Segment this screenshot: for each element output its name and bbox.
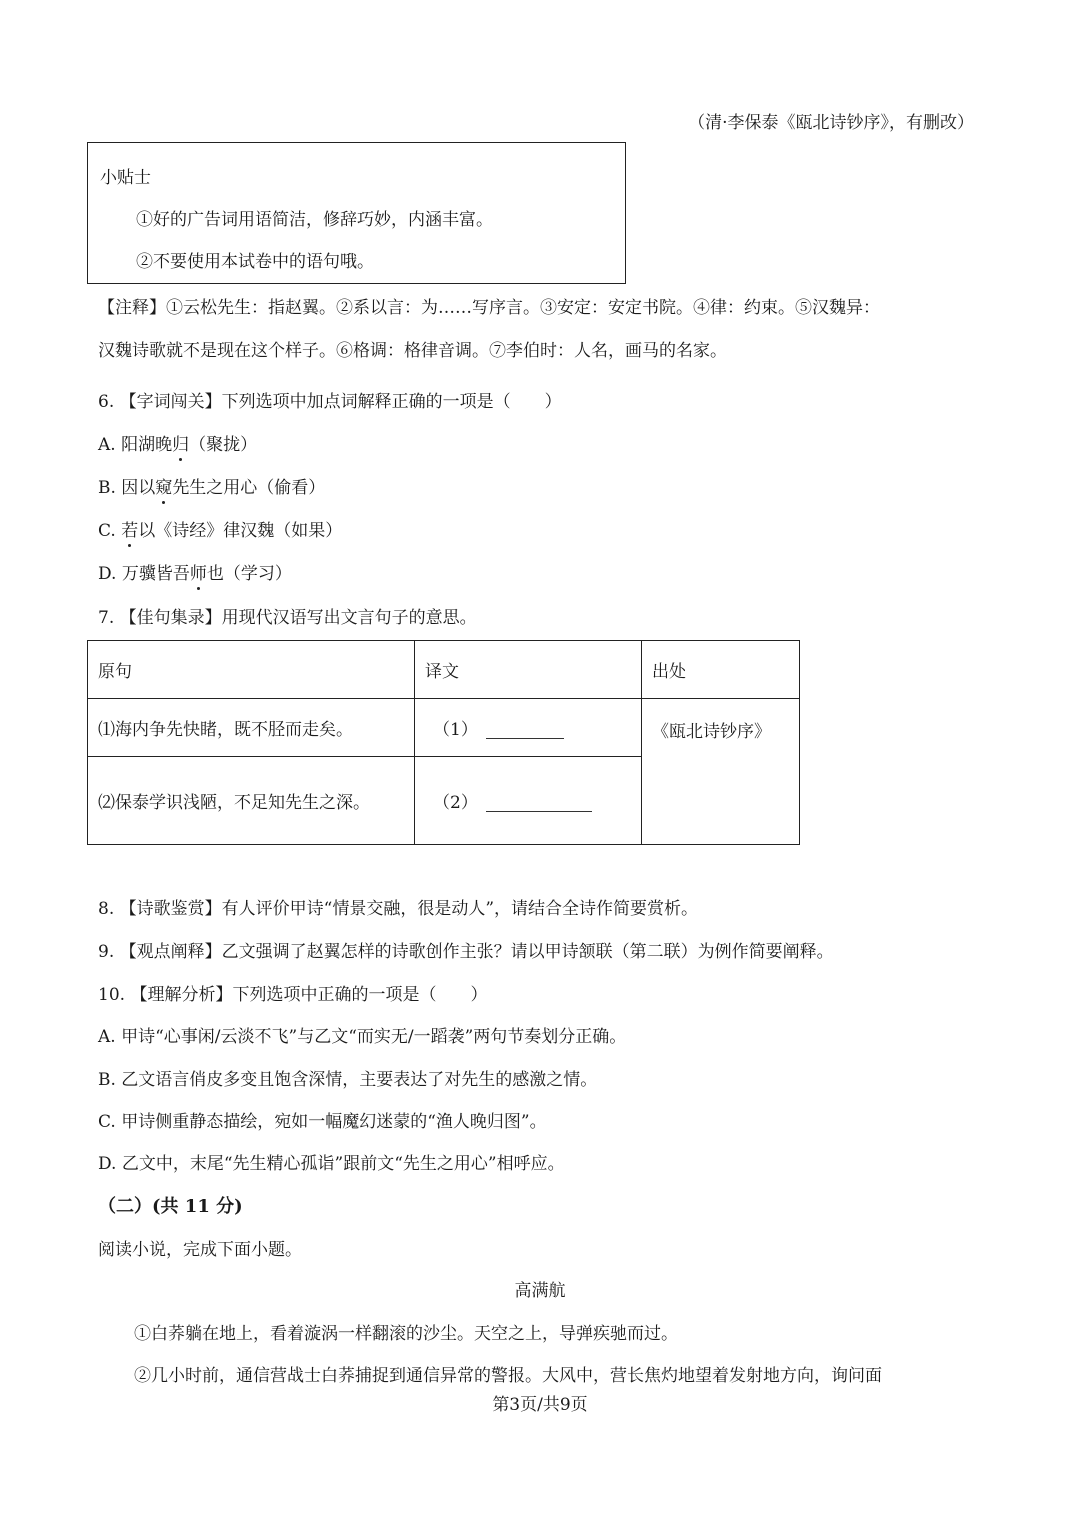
option-prefix: D. 万骥皆吾 (98, 564, 190, 584)
option-prefix: B. 因以 (98, 478, 156, 498)
translation-table (87, 640, 800, 845)
row2-translation-label: （2） (433, 793, 478, 813)
row1-original: ⑴海内争先快睹，既不胫而走矣。 (88, 699, 415, 757)
row2-translation (415, 757, 642, 845)
dotted-word: 师 (189, 564, 207, 584)
table-row (88, 699, 800, 757)
section-heading-prefix: （二）(共 (98, 1196, 185, 1217)
question-7-stem: 7. 【佳句集录】用现代汉语写出文言句子的意思。 (98, 608, 477, 628)
page-footer: 第3页/共9页 (492, 1395, 588, 1415)
option-suffix: （聚拢） (189, 435, 258, 455)
source-cell: 《瓯北诗钞序》 (642, 699, 800, 845)
question-8: 8. 【诗歌鉴赏】有人评价甲诗“情景交融，很是动人”，请结合全诗作简要赏析。 (98, 899, 699, 919)
question-6-option-a (98, 433, 257, 457)
question-6-option-d (98, 562, 292, 586)
header-original: 原句 (88, 641, 415, 699)
tip-item-2: ②不要使用本试卷中的语句哦。 (136, 252, 374, 272)
story-title: 高满航 (514, 1281, 566, 1301)
answer-blank-1[interactable] (486, 722, 564, 739)
section-heading-suffix: 分) (209, 1196, 243, 1217)
option-suffix: 先生之用心（偷看） (172, 478, 326, 498)
question-10-option-b: B. 乙文语言俏皮多变且饱含深情，主要表达了对先生的感激之情。 (98, 1070, 598, 1090)
option-suffix: 以《诗经》律汉魏（如果） (138, 521, 343, 541)
tips-title: 小贴士 (100, 168, 151, 188)
question-6-option-c (98, 519, 342, 543)
question-10-stem: 10. 【理解分析】下列选项中正确的一项是（ ） (98, 985, 488, 1005)
option-prefix: C. (98, 521, 122, 541)
header-translation: 译文 (415, 641, 642, 699)
section-2-heading (98, 1195, 243, 1219)
notes-line-2: 汉魏诗歌就不是现在这个样子。⑥格调：格律音调。⑦李伯时：人名，画马的名家。 (98, 341, 727, 361)
row2-original: ⑵保泰学识浅陋，不足知先生之深。 (88, 757, 415, 845)
source-citation: （清·李保泰《瓯北诗钞序》，有删改） (688, 113, 974, 133)
tip-item-1: ①好的广告词用语简洁，修辞巧妙，内涵丰富。 (136, 210, 493, 230)
dotted-word: 归 (172, 435, 190, 455)
row1-translation-label: （1） (433, 720, 478, 740)
question-10-option-d: D. 乙文中，末尾“先生精心孤诣”跟前文“先生之用心”相呼应。 (98, 1154, 565, 1174)
question-6-option-b (98, 476, 325, 500)
section-heading-score: 11 (184, 1196, 210, 1217)
option-suffix: 也（学习） (206, 564, 292, 584)
header-source: 出处 (642, 641, 800, 699)
answer-blank-2[interactable] (486, 795, 592, 812)
section-2-instruction: 阅读小说，完成下面小题。 (98, 1240, 302, 1260)
tips-box (87, 142, 626, 284)
dotted-word: 若 (121, 521, 139, 541)
question-9: 9. 【观点阐释】乙文强调了赵翼怎样的诗歌创作主张？请以甲诗颔联（第二联）为例作简要阐释。 (98, 942, 834, 962)
question-10-option-a: A. 甲诗“心事闲/云淡不飞”与乙文“而实无/一蹈袭”两句节奏划分正确。 (98, 1027, 627, 1047)
story-paragraph-2: ②几小时前，通信营战士白荞捕捉到通信异常的警报。大风中，营长焦灼地望着发射地方向，询问面 (134, 1366, 882, 1386)
table-header-row (88, 641, 800, 699)
dotted-word: 窥 (155, 478, 173, 498)
story-paragraph-1: ①白荞躺在地上，看着漩涡一样翻滚的沙尘。天空之上，导弹疾驰而过。 (134, 1324, 678, 1344)
question-10-option-c: C. 甲诗侧重静态描绘，宛如一幅魔幻迷蒙的“渔人晚归图”。 (98, 1112, 547, 1132)
row1-translation (415, 699, 642, 757)
question-6-stem: 6. 【字词闯关】下列选项中加点词解释正确的一项是（ ） (98, 392, 562, 412)
option-prefix: A. 阳湖晚 (98, 435, 173, 455)
notes-line-1: 【注释】①云松先生：指赵翼。②系以言：为……写序言。③安定：安定书院。④律：约束。⑤汉魏异： (98, 298, 880, 318)
